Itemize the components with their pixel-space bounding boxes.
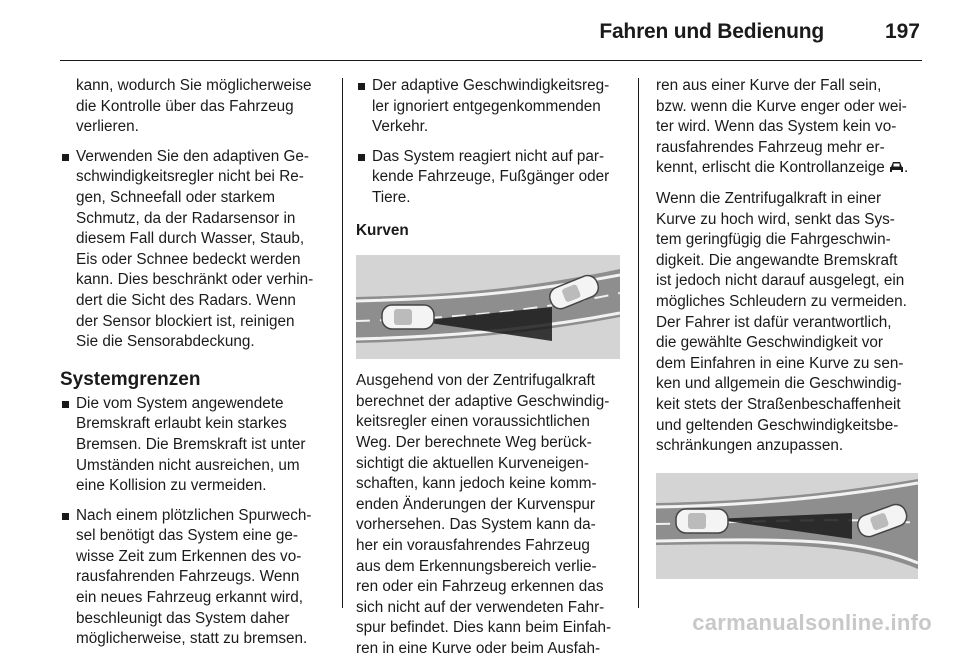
body-paragraph [656,76,926,179]
text-line: dert die Sicht des Radars. Wenn [76,291,296,309]
column-divider [638,78,639,608]
column-1 [60,76,336,650]
body-paragraph [356,371,634,659]
text-line: schaften, kann jedoch keine komm- [356,475,597,493]
text-line: ren aus einer Kurve der Fall sein, [656,77,882,94]
text-line: gen, Schneefall oder starkem [76,188,275,206]
text-line: Schmutz, da der Radarsensor in [76,209,296,227]
paragraph-last-line: kennt, erlischt die Kontrollanzeige [656,159,885,177]
page-header [0,0,960,62]
text-line: tem geringfügig die Fahrgeschwin- [656,231,891,249]
text-line: Bremskraft erlaubt kein starkes [76,415,287,433]
text-line: enden Änderungen der Kurvenspur [356,495,595,513]
text-line: und geltenden Geschwindigkeitsbe- [656,416,899,434]
text-line: die gewählte Geschwindigkeit vor [656,334,884,352]
text-line: ken und allgemein die Geschwindig- [656,375,902,393]
text-line: die Kontrolle über das Fahrzeug [76,97,294,115]
car-icon [889,161,904,174]
text-line: kann. Dies beschränkt oder verhin- [76,271,314,289]
text-line: ler ignoriert entgegenkommenden [372,97,601,115]
list-item [356,76,634,138]
curve-illustration-narrow [356,255,620,359]
text-line: Tiere. [372,188,411,206]
list-item [356,147,634,209]
text-line: digkeit. Die angewandte Bremskraft [656,251,898,269]
text-line: Ausgehend von der Zentrifugalkraft [356,372,595,390]
body-paragraph [656,189,926,457]
column-2 [356,76,634,659]
text-line: Nach einem plötzlichen Spurwech- [76,506,312,524]
text-line: rausfahrendes Fahrzeug mehr er- [656,138,885,156]
text-line: eine Kollision zu vermeiden. [76,477,267,495]
list-item [60,147,336,353]
text-line: schränkungen anzupassen. [656,437,844,455]
text-line: mögliches Schleudern zu vermeiden. [656,292,907,310]
text-line: Eis oder Schnee bedeckt werden [76,250,301,268]
text-line: rausfahrenden Fahrzeugs. Wenn [76,568,300,586]
text-line: verlieren. [76,118,139,136]
text-line: Der adaptive Geschwindigkeitsreg- [372,77,610,94]
text-line: möglicherweise, statt zu bremsen. [76,630,308,648]
text-line: der Sensor blockiert ist, reinigen [76,312,295,330]
text-line: Verwenden Sie den adaptiven Ge- [76,147,310,165]
text-line: Umständen nicht ausreichen, um [76,456,300,474]
paragraph-period: . [904,159,909,177]
text-line: her ein vorausfahrendes Fahrzeug [356,536,590,554]
text-line: Der Fahrer ist dafür verantwortlich, [656,313,892,331]
column-3 [656,76,926,579]
text-line: ist jedoch nicht darauf ausgelegt, ein [656,272,905,290]
text-line: Wenn die Zentrifugalkraft in einer [656,189,882,207]
text-line: bzw. wenn die Kurve enger oder wei- [656,97,907,115]
text-line: kende Fahrzeuge, Fußgänger oder [372,168,610,186]
header-divider [60,60,922,61]
intro-text [60,76,336,138]
text-line: wisse Zeit zum Erkennen des vo- [76,547,302,565]
list-item [60,394,336,497]
text-line: ter wird. Wenn das System kein vo- [656,118,897,136]
text-line: Sie die Sensorabdeckung. [76,333,255,351]
curve-illustration-wide [656,473,918,579]
text-line: sich nicht auf der verwendeten Fahr- [356,598,605,616]
paragraph-lines [656,76,926,158]
text-line: beschleunigt das System daher [76,609,290,627]
column-divider [342,78,343,608]
text-line: Weg. Der berechnete Weg berück- [356,433,592,451]
text-line: ren oder ein Fahrzeug erkennen das [356,578,604,596]
list-item [60,506,336,650]
text-line: Verkehr. [372,118,429,136]
text-line: sichtigt die aktuellen Kurveneigen- [356,454,589,472]
section-heading: Systemgrenzen [60,368,201,390]
text-line: kann, wodurch Sie möglicherweise [76,77,312,94]
text-line: Kurve zu hoch wird, senkt das Sys- [656,210,895,228]
text-line: Das System reagiert nicht auf par- [372,147,605,165]
text-line: vorhersehen. Das System kann da- [356,516,596,534]
text-line: spur befindet. Dies kann beim Einfah- [356,619,612,637]
text-line: diesem Fall durch Wasser, Staub, [76,230,305,248]
text-line: aus dem Erkennungsbereich verlie- [356,557,597,575]
watermark: carmanualsonline.info [692,610,932,635]
text-line: dem Einfahren in eine Kurve zu sen- [656,354,904,372]
section-title: Fahren und Bedienung [599,20,824,43]
page-number: 197 [884,20,920,43]
text-line: keitsregler einen voraussichtlichen [356,413,590,431]
text-line: ein neues Fahrzeug erkannt wird, [76,589,304,607]
text-line: Die vom System angewendete [76,394,284,412]
text-line: keit stets der Straßenbeschaffenheit [656,395,901,413]
text-line: ren in eine Kurve oder beim Ausfah- [356,639,601,657]
text-line: Bremsen. Die Bremskraft ist unter [76,435,306,453]
subsection-heading: Kurven [356,221,409,239]
text-line: berechnet der adaptive Geschwindig- [356,392,610,410]
text-line: schwindigkeitsregler nicht bei Re- [76,168,304,186]
text-line: sel benötigt das System eine ge- [76,527,298,545]
